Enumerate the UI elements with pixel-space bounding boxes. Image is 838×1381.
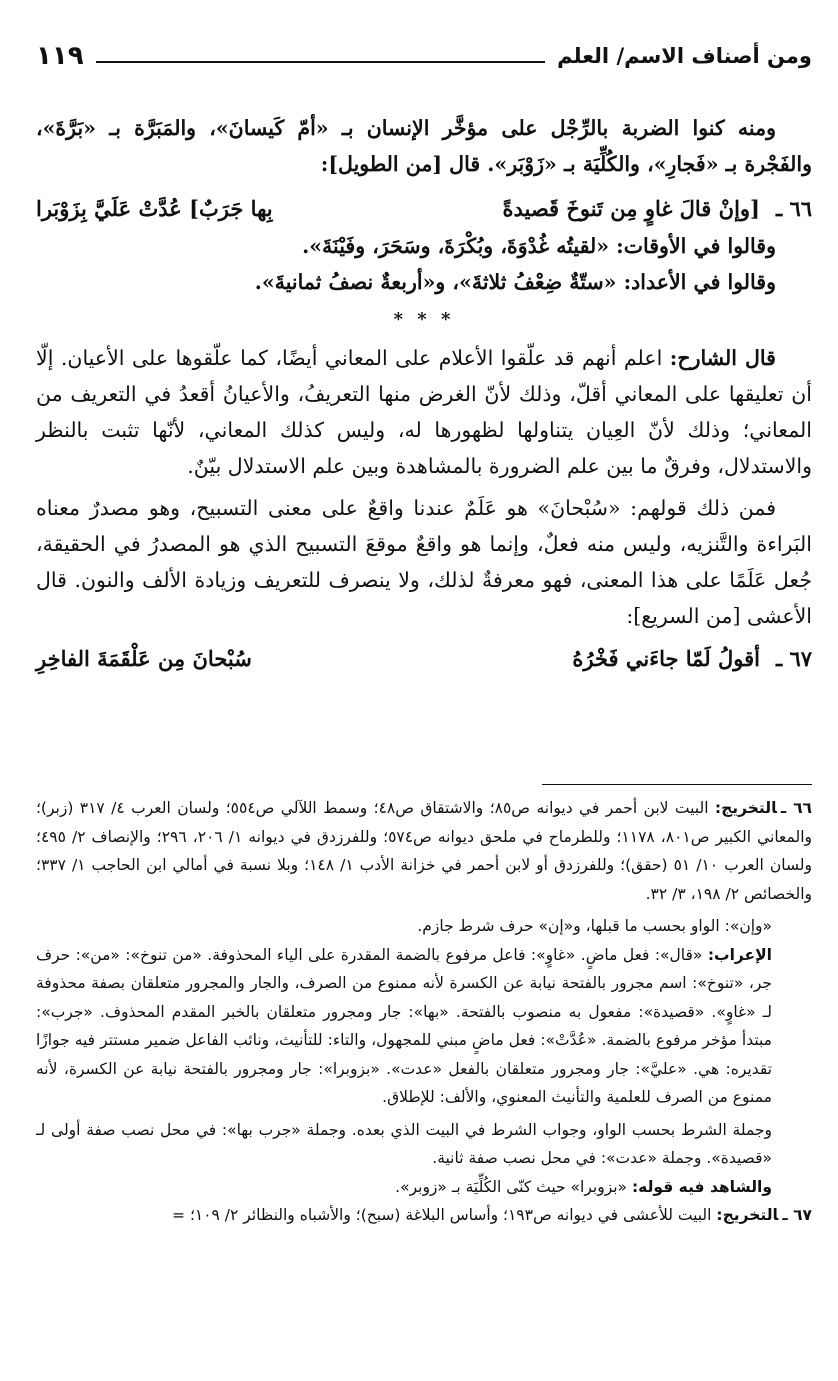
paragraph-subhan: فمن ذلك قولهم: «سُبْحانَ» هو عَلَمٌ عندنا واقعٌ على معنى التسبيح، وهو مصدرٌ معناه البَراءة والتَّنزيه، وليس منه فعلٌ، وإنما هو واقعٌ موقعَ التسبيح الذي هو المصدرُ في الحقيقة، جُعل عَلَمًا على هذا المعنى، فهو معرفةٌ لذلك، ولا ينصرف للتعريف وزيادة الألف والنون. قال الأعشى [من السريع]: xyxy=(36,496,812,628)
footnote-number: ٦٧ ـ xyxy=(782,1206,812,1224)
irab-text: «قال»: فعل ماضٍ. «غاوٍ»: فاعل مرفوع بالضمة المقدرة على الياء المحذوفة. «من تنوخ»: «من»: حرف جر، «تنوخ»: اسم مجرور بالفتحة نيابة عن الكسرة لأنه ممنوع من الصرف، والجار والمجرور متعلقان بصفة محذوفة لـ «غاوٍ». «قصيدة»: مفعول به منصوب بالفتحة. «بها»: جار ومجرور متعلقان بالخبر المقدم المحذوف. «جرب»: مبتدأ مؤخر مرفوع بالضمة. «عُدَّتْ»: فعل ماضٍ مبني للمجهول، والتاء: للتأنيث، ونائب الفاعل ضمير مستتر فيه جوازًا تقديره: هي. «عليَّ»: جار ومجرور متعلقان بالفعل «عدت». «بزوبرا»: جار ومجرور بالفتحة نيابة عن الكسرة، لأنه ممنوع من الصرف للعلمية والتأنيث المعنوي، والألف: للإطلاق. xyxy=(36,945,772,1106)
verse-number: ٦٧ ـ xyxy=(775,646,812,671)
verse-67 xyxy=(36,640,812,678)
page-number: ١١٩ xyxy=(36,41,84,71)
irab-label: الإعراب: xyxy=(707,945,772,964)
verse-number: ٦٦ ـ xyxy=(775,196,812,221)
footnote-rule xyxy=(542,784,812,785)
main-text xyxy=(36,110,812,678)
paragraph-times: وقالوا في الأوقات: «لقيتُه غُدْوَةَ، وبُكْرَةَ، وسَحَرَ، وفَيْنَةَ». xyxy=(302,234,776,258)
takhrij-label: التخريج: xyxy=(714,799,777,817)
first-hemistich: [وإنْ قالَ غاوٍ مِن تَنوخَ قَصيدةً xyxy=(502,196,760,221)
sharih-text: اعلم أنهم قد علّقوا الأعلام على المعاني أيضًا، كما علّقوها على الأعيان. إلّا أن تعليقها على المعاني أقلّ، وذلك لأنّ الغرض منها التعريفُ، والأعيانُ أقعدُ في التعريف من المعاني؛ وذلك لأنّ العِيان يتناولها لظهورها له، وليس كذلك المعاني، لأنّها تثبت بالنظر والاستدلال، وفرقٌ ما بين علم الضرورة بالمشاهدة وبين علم الاستدلال بيّنٌ. xyxy=(36,346,812,478)
takhrij-text: البيت لابن أحمر في ديوانه ص٨٥؛ والاشتقاق ص٤٨؛ وسمط اللآلي ص٥٥٤؛ ولسان العرب ٤/ ٣١٧ (زبر)؛ والمعاني الكبير ص٨٠١، ١١٧٨؛ وللطرماح في ملحق ديوانه ص٥٧٤؛ وللفرزدق في ديوانه ١/ ٢٠٦، ٢٩٦؛ والإنصاف ٢/ ٤٩٥؛ ولسان العرب ١٠/ ٥١ (حقق)؛ وللفرزدق أو لابن أحمر في خزانة الأدب ١/ ١٤٨؛ وبلا نسبة في أمالي ابن الحاجب ١/ ٣٣٧؛ والخصائص ٢/ ١٩٨، ٣/ ٣٢. xyxy=(36,799,812,903)
second-hemistich: بِها جَرَبٌ] عُدَّتْ عَلَيَّ بِزَوْبَرا xyxy=(36,196,273,221)
takhrij-text: البيت للأعشى في ديوانه ص١٩٣؛ وأساس البلاغة (سبح)؛ والأشباه والنظائر ٢/ ١٠٩؛ = xyxy=(172,1206,712,1224)
footnote-66-jumla: وجملة الشرط بحسب الواو، وجواب الشرط في البيت الذي بعده. وجملة «جرب بها»: في محل نصب صفة أولى لـ «قصيدة». وجملة «عدت»: في محل نصب صفة ثانية. xyxy=(36,1120,772,1167)
running-title: ومن أصناف الاسم/ العلم xyxy=(557,44,812,68)
page-header xyxy=(36,28,812,84)
sharih-label: قال الشارح: xyxy=(669,346,776,370)
takhrij-label: التخريج: xyxy=(716,1206,779,1224)
footnote-66-wain: «وإن»: الواو بحسب ما قبلها، و«إن» حرف شرط جازم. xyxy=(417,917,772,935)
paragraph-numbers: وقالوا في الأعداد: «ستّةٌ ضِعْفُ ثلاثةَ»، و«أربعةٌ نصفُ ثمانيةَ». xyxy=(254,270,776,294)
header-rule xyxy=(96,61,546,63)
footnote-number: ٦٦ ـ xyxy=(780,799,813,817)
paragraph-kunyas: ومنه كنوا الضربة بالرِّجْل على مؤخَّر الإنسان بـ «أمّ كَيسانَ»، والمَبَرَّة بـ «بَرَّةَ»، والفَجْرة بـ «فَجارِ»، والكُلِّيَة بـ «زَوْبَر». قال [من الطويل]: xyxy=(36,116,812,176)
first-hemistich: أقولُ لَمّا جاءَني فَخْرُهُ xyxy=(572,646,760,671)
footnote-66-irab xyxy=(36,941,812,1112)
shahid-text: «بزوبرا» حيث كنّى الكُلِّيَة بـ «زوبر». xyxy=(395,1177,628,1196)
shahid-label: والشاهد فيه قوله: xyxy=(631,1177,772,1196)
second-hemistich: سُبْحانَ مِن عَلْقَمَةَ الفاخِرِ xyxy=(36,646,252,671)
paragraph-sharih xyxy=(36,340,812,484)
verse-hemistichs xyxy=(36,640,760,678)
section-separator: * * * xyxy=(393,309,455,330)
verse-66 xyxy=(36,190,812,228)
book-page xyxy=(36,28,812,1361)
footnotes xyxy=(36,794,812,1230)
footnote-66-takhrij xyxy=(36,794,812,908)
footnote-66-shahid xyxy=(36,1173,812,1202)
footnote-67-takhrij xyxy=(36,1201,812,1230)
verse-hemistichs xyxy=(36,190,760,228)
